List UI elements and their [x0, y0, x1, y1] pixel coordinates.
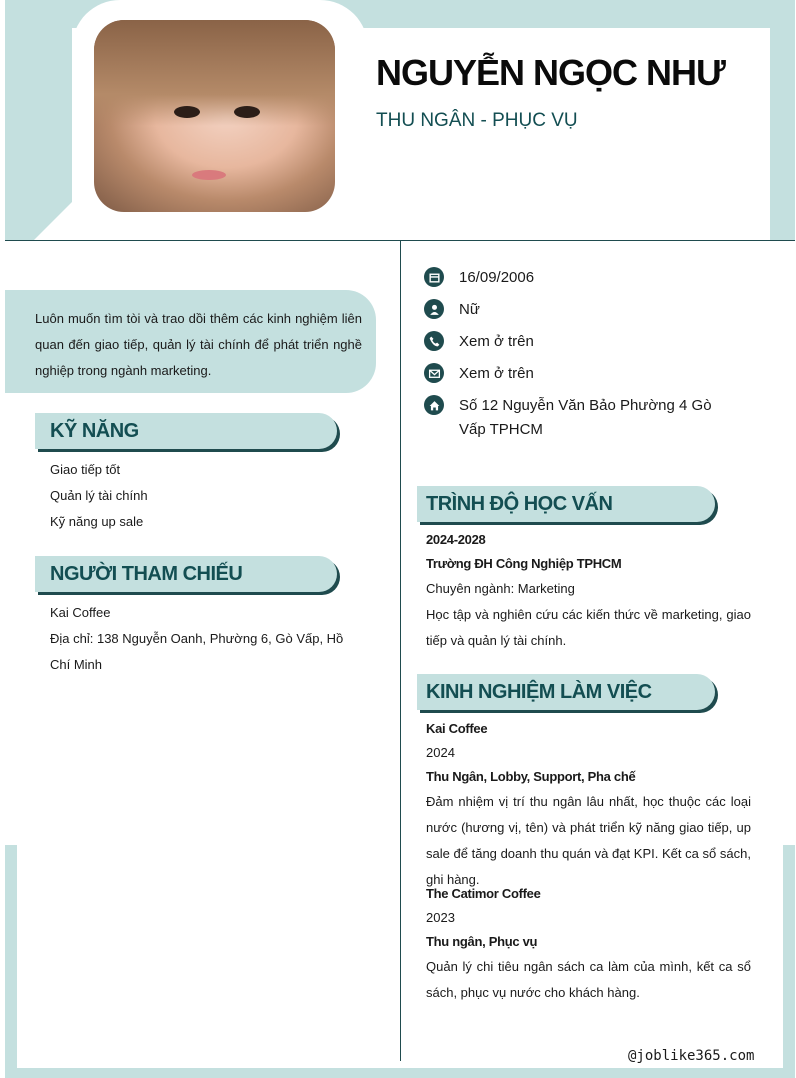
contact-email: Xem ở trên: [424, 362, 534, 386]
candidate-name: NGUYỄN NGỌC NHƯ: [376, 52, 725, 93]
skills-list: [50, 457, 148, 535]
experience-description: Đảm nhiệm vị trí thu ngân lâu nhất, học thuộc các loại nước (hương vị, tên) và phát triển kỹ năng giao tiếp, up sale để tăng doanh thu quán và đạt KPI. Kết ca sổ sách, ghi hàng.: [426, 794, 751, 887]
education-school: Trường ĐH Công Nghiệp TPHCM: [426, 556, 622, 571]
frame-left-border: [5, 845, 17, 1078]
watermark: @joblike365.com: [628, 1048, 755, 1064]
user-icon: [424, 299, 444, 319]
contact-birthday: 16/09/2006: [424, 266, 534, 290]
contact-address: Số 12 Nguyễn Văn Bảo Phường 4 Gò Vấp TPHCM: [424, 394, 734, 442]
photo-tab-tail: [34, 198, 76, 240]
list-item: Kỹ năng up sale: [50, 514, 144, 529]
profile-photo: [94, 20, 335, 212]
column-divider: [400, 241, 401, 1061]
education-heading: TRÌNH ĐỘ HỌC VẤN: [417, 486, 715, 522]
education-description: Học tập và nghiên cứu các kiến thức về marketing, giao tiếp và quản lý tài chính.: [426, 607, 751, 648]
references-list: [50, 600, 350, 678]
contact-gender: Nữ: [424, 298, 480, 322]
phone-icon: [424, 331, 444, 351]
education-entry: [426, 528, 751, 654]
experience-year: 2024: [426, 745, 455, 760]
education-period: 2024-2028: [426, 532, 486, 547]
experience-company: Kai Coffee: [426, 721, 488, 736]
frame-bottom-border: [5, 1068, 795, 1078]
skills-heading: KỸ NĂNG: [35, 413, 337, 449]
calendar-icon: [424, 267, 444, 287]
experience-role: Thu ngân, Phục vụ: [426, 934, 538, 949]
experience-year: 2023: [426, 910, 455, 925]
education-major: Chuyên ngành: Marketing: [426, 581, 575, 596]
experience-entry: [426, 717, 751, 893]
career-summary: Luôn muốn tìm tòi và trao dồi thêm các kinh nghiệm liên quan đến giao tiếp, quản lý tài chính để phát triển nghề nghiệp trong ngành marketing.: [5, 290, 376, 393]
reference-name: Kai Coffee: [50, 605, 111, 620]
reference-address: Địa chỉ: 138 Nguyễn Oanh, Phường 6, Gò Vấp, Hồ Chí Minh: [50, 631, 344, 672]
list-item: Giao tiếp tốt: [50, 462, 121, 477]
candidate-job-title: THU NGÂN - PHỤC VỤ: [376, 110, 578, 131]
experience-heading: KINH NGHIỆM LÀM VIỆC: [417, 674, 715, 710]
list-item: Quản lý tài chính: [50, 488, 148, 503]
experience-entry: [426, 882, 751, 1006]
experience-description: Quản lý chi tiêu ngân sách ca làm của mình, kết ca sổ sách, phục vụ nước cho khách hàng.: [426, 959, 751, 1000]
home-icon: [424, 395, 444, 415]
mail-icon: [424, 363, 444, 383]
experience-company: The Catimor Coffee: [426, 886, 541, 901]
references-heading: NGƯỜI THAM CHIẾU: [35, 556, 337, 592]
frame-right-border: [783, 845, 795, 1078]
contact-phone: Xem ở trên: [424, 330, 534, 354]
experience-role: Thu Ngân, Lobby, Support, Pha chế: [426, 769, 636, 784]
